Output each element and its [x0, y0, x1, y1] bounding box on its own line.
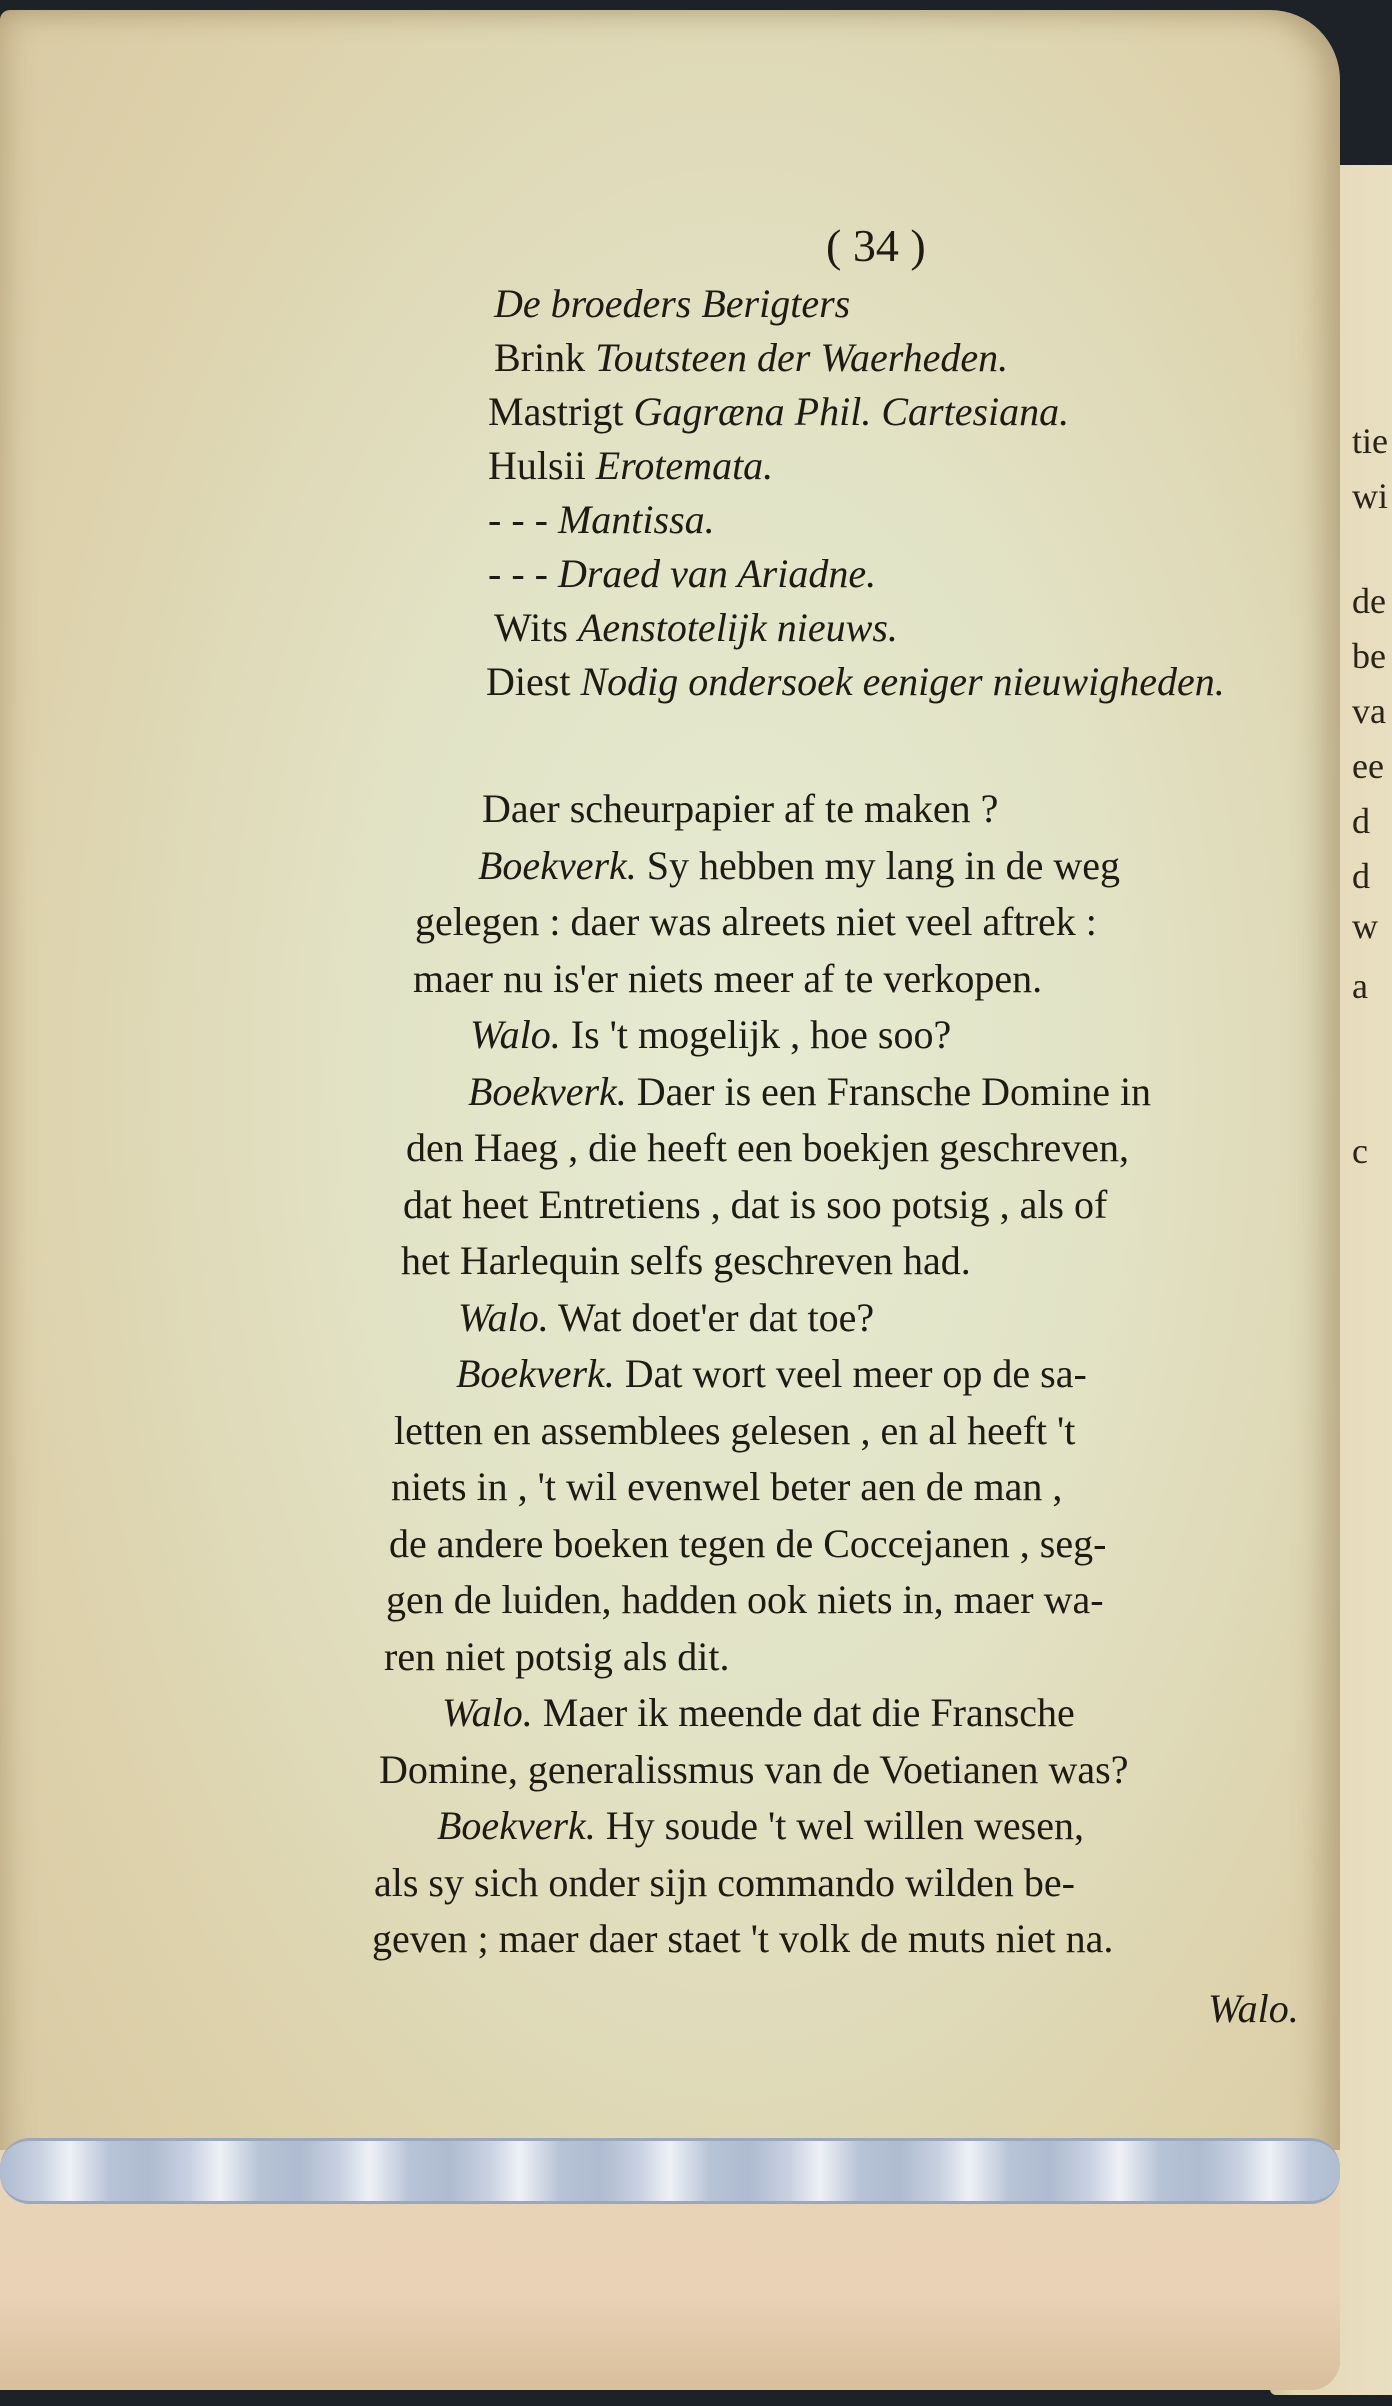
book-title: De broeders Berigters [494, 281, 851, 326]
line-text: gen de luiden, hadden ook niets in, maer wa- [386, 1577, 1104, 1622]
facing-page-text: wi [1352, 476, 1388, 516]
book-author: Mastrigt [488, 389, 634, 434]
text-line [374, 1859, 1075, 1907]
facing-page-text: va [1352, 691, 1386, 731]
facing-page-text: c [1352, 1131, 1368, 1171]
line-text: Is 't mogelijk , hoe soo? [560, 1012, 952, 1057]
text-line [470, 1011, 951, 1059]
line-text: Daer scheurpapier af te maken ? [482, 786, 999, 831]
line-text: geven ; maer daer staet 't volk de muts niet na. [372, 1916, 1114, 1961]
line-text: dat heet Entretiens , dat is soo potsig , als of [403, 1182, 1108, 1227]
text-line [437, 1802, 1084, 1850]
book-title: Draed van Ariadne. [557, 551, 877, 596]
line-text: Daer is een Fransche Domine in [626, 1069, 1152, 1114]
book-title: Nodig ondersoek eeniger nieuwigheden. [580, 659, 1225, 704]
text-line [468, 1068, 1151, 1116]
line-text: den Haeg , die heeft een boekjen geschreven, [406, 1125, 1129, 1170]
text-line [391, 1463, 1062, 1511]
text-line [456, 1350, 1087, 1398]
speaker-name: Boekverk. [437, 1803, 596, 1848]
book-author: Diest [486, 659, 581, 704]
facing-page-text: be [1352, 636, 1386, 676]
text-line [394, 1407, 1075, 1455]
text-line [415, 898, 1097, 946]
facing-page-text: ee [1352, 746, 1384, 786]
text-line [372, 1915, 1113, 1963]
book-list-entry [488, 442, 773, 490]
book-list-entry [488, 496, 715, 544]
page-text [0, 10, 1340, 2390]
text-line [458, 1294, 874, 1342]
text-line [389, 1520, 1106, 1568]
book-title: Gagræna Phil. Cartesiana. [633, 389, 1070, 434]
page-number: ( 34 ) [826, 220, 926, 271]
catchword: Walo. [1208, 1986, 1299, 2031]
line-text: Hy soude 't wel willen wesen, [595, 1803, 1085, 1848]
text-line [403, 1181, 1107, 1229]
line-text: de andere boeken tegen de Coccejanen , seg- [389, 1521, 1107, 1566]
speaker-name: Walo. [458, 1295, 549, 1340]
line-text: Wat doet'er dat toe? [548, 1295, 875, 1340]
book-list-entry [494, 604, 898, 652]
text-line [442, 1689, 1075, 1737]
text-line [413, 955, 1042, 1003]
speaker-name: Walo. [442, 1690, 533, 1735]
facing-page-text: d [1352, 801, 1370, 841]
text-line [482, 785, 998, 833]
line-text: letten en assemblees gelesen , en al heeft 't [394, 1408, 1076, 1453]
speaker-name: Boekverk. [468, 1069, 627, 1114]
book-title: Mantissa. [557, 497, 715, 542]
text-line [379, 1746, 1128, 1794]
speaker-name: Boekverk. [456, 1351, 615, 1396]
text-line [406, 1124, 1129, 1172]
text-line [384, 1633, 730, 1681]
book-list-entry [486, 658, 1225, 706]
speaker-name: Boekverk. [478, 843, 637, 888]
line-text: gelegen : daer was alreets niet veel aftrek : [415, 899, 1097, 944]
book-title: Erotemata. [595, 443, 774, 488]
facing-page-text: a [1352, 966, 1368, 1006]
facing-page-text: tie [1352, 421, 1388, 461]
text-line [386, 1576, 1104, 1624]
line-text: Maer ik meende dat die Fransche [532, 1690, 1075, 1735]
line-text: als sy sich onder sijn commando wilden be- [374, 1860, 1075, 1905]
book-page [0, 10, 1340, 2390]
facing-page-text: w [1352, 906, 1378, 946]
line-text: ren niet potsig als dit. [384, 1634, 730, 1679]
line-text: het Harlequin selfs geschreven had. [401, 1238, 971, 1283]
facing-page-text: d [1352, 856, 1370, 896]
text-line [478, 842, 1120, 890]
book-author: Wits [494, 605, 578, 650]
book-author: - - - [488, 551, 558, 596]
book-list-entry [494, 334, 1008, 382]
line-text: maer nu is'er niets meer af te verkopen. [413, 956, 1043, 1001]
book-title: Toutsteen der Waerheden. [595, 335, 1009, 380]
book-list-entry [488, 388, 1069, 436]
book-list-entry [488, 550, 876, 598]
line-text: niets in , 't wil evenwel beter aen de man , [391, 1464, 1063, 1509]
facing-page-text: de [1352, 581, 1386, 621]
speaker-name: Walo. [470, 1012, 561, 1057]
book-author: Brink [494, 335, 596, 380]
book-title: Aenstotelijk nieuws. [577, 605, 898, 650]
book-author: Hulsii [488, 443, 596, 488]
line-text: Domine, generalissmus van de Voetianen was? [379, 1747, 1129, 1792]
line-text: Dat wort veel meer op de sa- [614, 1351, 1087, 1396]
line-text: Sy hebben my lang in de weg [636, 843, 1121, 888]
text-line [401, 1237, 971, 1285]
book-list-entry [494, 280, 850, 328]
book-author: - - - [488, 497, 558, 542]
